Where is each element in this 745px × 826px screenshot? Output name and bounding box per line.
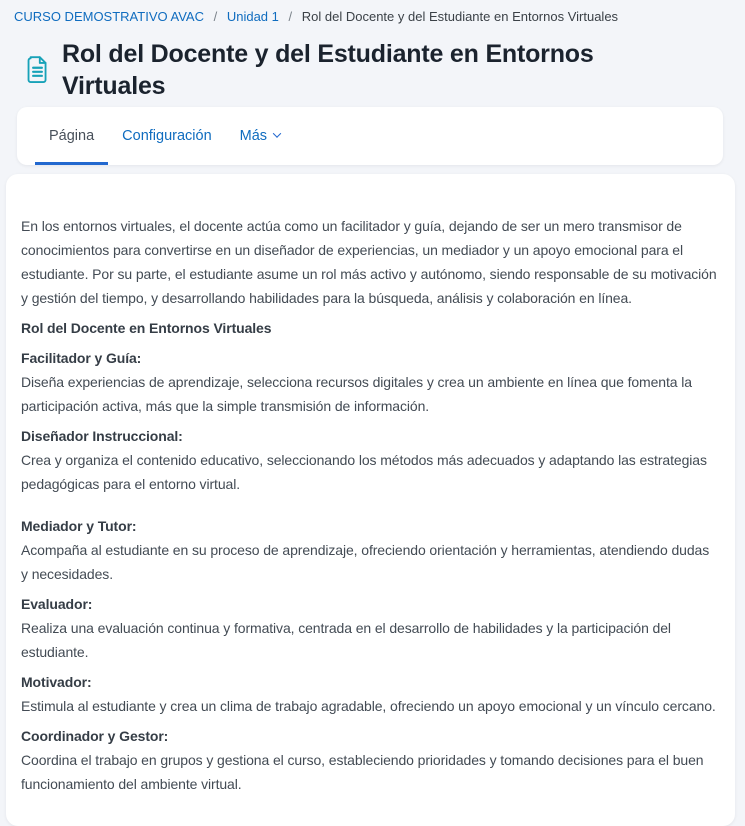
role-body: Estimula al estudiante y crea un clima de trabajo agradable, ofreciendo un apoyo emocional y un vínculo cercano. <box>21 698 716 714</box>
page-title: Rol del Docente y del Estudiante en Entornos Virtuales <box>62 40 594 100</box>
role-heading: Motivador: <box>21 674 92 690</box>
role-heading: Coordinador y Gestor: <box>21 728 169 744</box>
role-body: Coordina el trabajo en grupos y gestiona el curso, estableciendo prioridades y tomando decisiones para el buen funcionamiento del ambiente virtual. <box>21 752 704 792</box>
content-card <box>6 174 735 826</box>
breadcrumb-separator: / <box>213 9 218 24</box>
tab-pagina[interactable]: Página <box>35 107 108 165</box>
role-body: Acompaña al estudiante en su proceso de aprendizaje, ofreciendo orientación y herramientas, atendiendo dudas y necesidades. <box>21 542 710 582</box>
role-heading: Evaluador: <box>21 596 93 612</box>
tab-configuracion[interactable]: Configuración <box>122 128 212 144</box>
role-section-motivador <box>21 670 719 718</box>
role-section-disenador <box>21 424 719 496</box>
role-heading: Diseñador Instruccional: <box>21 428 183 444</box>
content-section-title: Rol del Docente en Entornos Virtuales <box>21 320 272 336</box>
intro-paragraph: En los entornos virtuales, el docente actúa como un facilitador y guía, dejando de ser un mero transmisor de conocimientos para convertirse en un diseñador de experiencias, un mediador y un apoyo emocional para el estudiante. Por su parte, el estudiante asume un rol más activo y autónomo, siendo responsable de su motivación y gestión del tiempo, y desarrollando habilidades para la búsqueda, análisis y colaboración en línea. <box>21 218 717 306</box>
role-section-facilitador <box>21 346 719 418</box>
tab-mas-label: Más <box>239 128 268 144</box>
page-header <box>26 38 725 102</box>
role-section-evaluador <box>21 592 719 664</box>
role-heading: Facilitador y Guía: <box>21 350 142 366</box>
role-section-coordinador <box>21 724 719 796</box>
role-body: Crea y organiza el contenido educativo, seleccionando los métodos más adecuados y adaptando las estrategias pedagógicas para el entorno virtual. <box>21 452 707 492</box>
breadcrumb-separator: / <box>288 9 293 24</box>
chevron-down-icon <box>273 129 281 137</box>
role-body: Diseña experiencias de aprendizaje, selecciona recursos digitales y crea un ambiente en línea que fomenta la participación activa, más que la simple transmisión de información. <box>21 374 692 414</box>
role-section-mediador <box>21 514 719 586</box>
tab-bar <box>35 107 294 165</box>
role-heading: Mediador y Tutor: <box>21 518 137 534</box>
secondary-navigation-card <box>17 107 723 165</box>
tab-mas[interactable] <box>226 107 294 165</box>
breadcrumb-current: Rol del Docente y del Estudiante en Entornos Virtuales <box>301 9 619 24</box>
breadcrumb-link-course[interactable]: CURSO DEMOSTRATIVO AVAC <box>14 9 204 24</box>
breadcrumb <box>0 0 745 26</box>
breadcrumb-link-unit[interactable]: Unidad 1 <box>226 9 279 24</box>
role-body: Realiza una evaluación continua y formativa, centrada en el desarrollo de habilidades y la participación del estudiante. <box>21 620 671 660</box>
page-document-icon <box>26 55 49 84</box>
